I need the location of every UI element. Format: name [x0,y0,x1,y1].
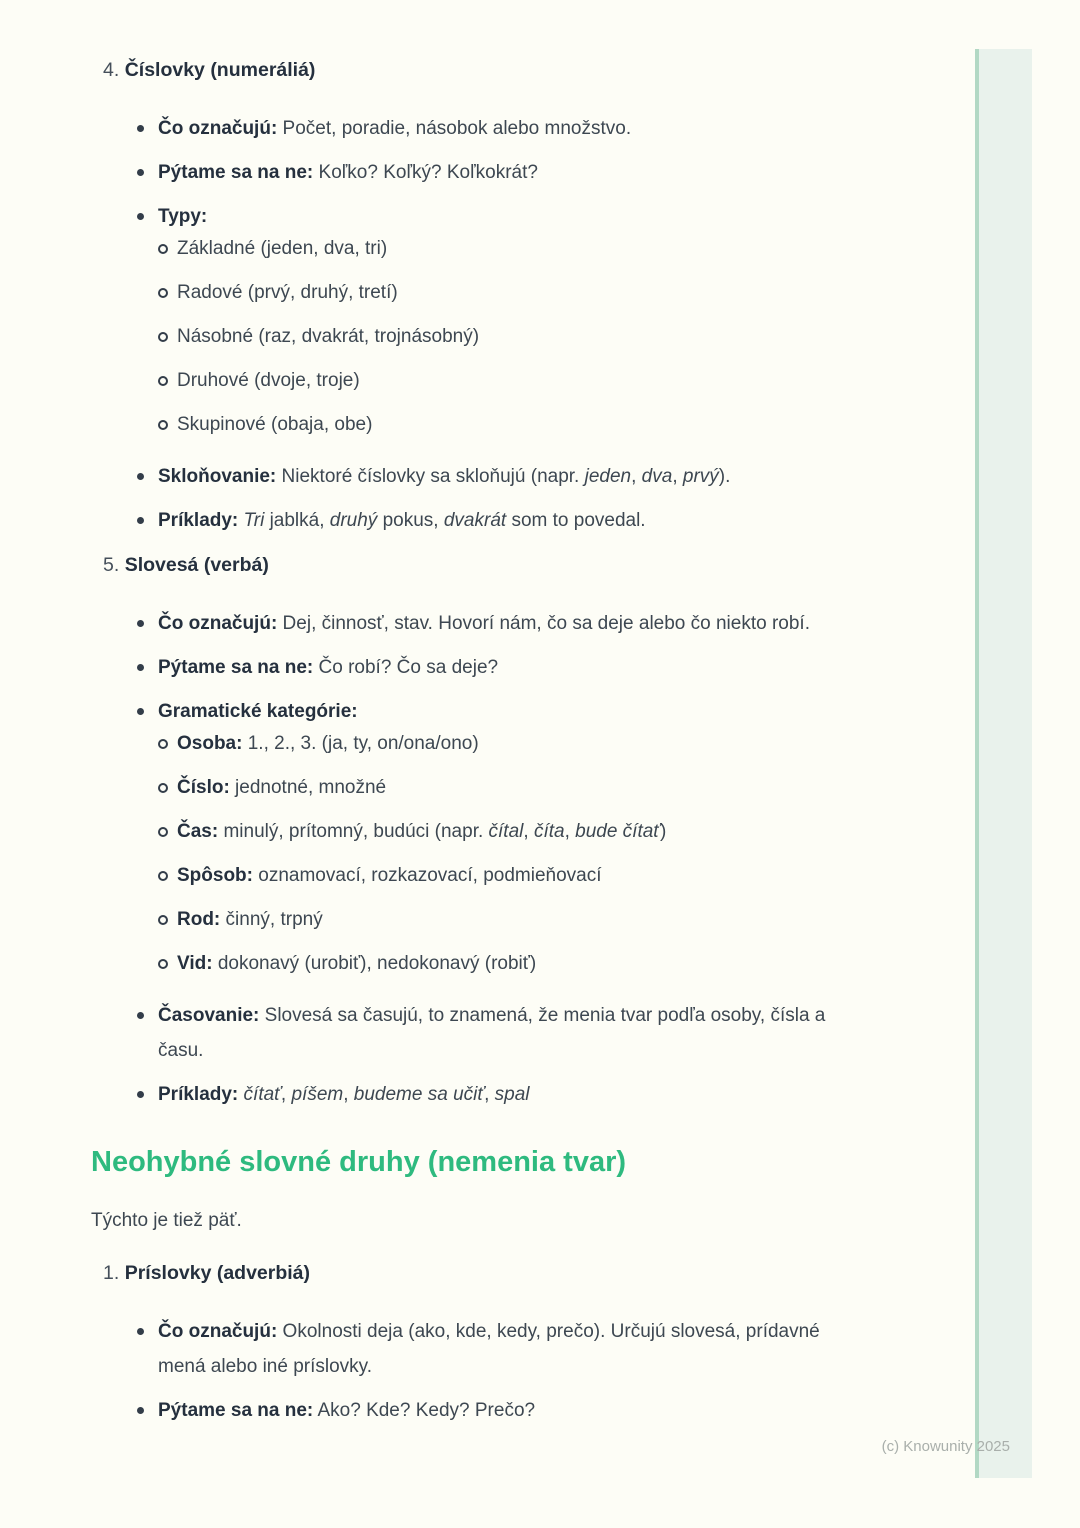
bullet-item [158,1393,838,1428]
text-segment: píšem [291,1084,344,1105]
text-segment: Radové (prvý, druhý, tretí) [177,282,398,303]
text-segment: Neohybné slovné druhy (nemenia tvar) [91,1146,627,1178]
text-segment: Typy: [158,206,208,227]
bullet-item [158,1314,838,1384]
list-number: 5. [103,554,125,576]
bullet-item [158,1077,838,1112]
text-segment: budeme sa učiť [353,1084,485,1105]
bullet-item [158,199,838,234]
text-segment: Slovesá sa časujú, to znamená, že menia tvar podľa osoby, čísla a času. [158,1005,826,1061]
text-segment: Dej, činnosť, stav. Hovorí nám, čo sa deje alebo čo niekto robí. [277,613,810,634]
text-segment: Týchto je tiež päť. [91,1210,242,1231]
list-number: 4. [103,59,125,81]
text-segment: minulý, prítomný, budúci (napr. [218,821,489,842]
text-segment: , [564,821,576,842]
text-segment: čítal [488,821,524,842]
text-segment: jeden [584,466,632,487]
text-segment: Čo označujú: [158,118,278,139]
text-segment: Rod: [177,909,221,930]
text-segment: Čo označujú: [158,1321,278,1342]
text-segment: Osoba: [177,733,243,754]
sub-bullet-item [177,726,837,761]
text-segment: Príslovky (adverbiá) [124,1262,311,1284]
text-segment: Druhové (dvoje, troje) [177,370,360,391]
bullet-item [158,111,838,146]
sub-bullet-item [177,275,837,310]
text-segment: pokus, [377,510,444,531]
text-segment: ). [718,466,731,487]
text-segment: Tri [243,510,265,531]
text-segment: 1., 2., 3. (ja, ty, on/ona/ono) [242,733,479,754]
sub-bullet-item [177,319,837,354]
text-segment: , [523,821,534,842]
text-segment: číta [533,821,565,842]
paragraph [91,1203,851,1238]
text-segment: som to povedal. [506,510,646,531]
text-segment: , [484,1084,495,1105]
notes-content [91,0,851,1437]
text-segment: jablká, [264,510,330,531]
text-segment: Okolnosti deja (ako, kde, kedy, prečo). Určujú slovesá, prídavné mená alebo iné príslovky. [158,1321,820,1377]
bullet-item [158,998,838,1068]
text-segment: dvakrát [443,510,507,531]
text-segment: Čo robí? Čo sa deje? [313,657,499,678]
text-segment: Čo označujú: [158,613,278,634]
text-segment: Vid: [177,953,213,974]
text-segment: druhý [329,510,378,531]
text-segment: jednotné, množné [229,777,387,798]
text-segment: Skloňovanie: [158,466,277,487]
sub-bullet-item [177,946,837,981]
text-segment: Čas: [177,821,219,842]
list-number: 1. [103,1262,125,1284]
text-segment: Pýtame sa na ne: [158,657,314,678]
text-segment: Základné (jeden, dva, tri) [177,238,388,259]
text-segment: Číslovky (numeráliá) [124,59,316,81]
watermark: (c) Knowunity 2025 [881,1438,1010,1455]
text-segment: ) [660,821,667,842]
sub-bullet-item [177,858,837,893]
text-segment: Koľko? Koľký? Koľkokrát? [313,162,538,183]
text-segment: , [343,1084,354,1105]
bullet-item [158,503,838,538]
text-segment: Pýtame sa na ne: [158,162,314,183]
sub-bullet-item [177,363,837,398]
text-segment: Gramatické kategórie: [158,701,358,722]
text-segment: Príklady: [158,510,239,531]
text-segment: Časovanie: [158,1005,260,1026]
text-segment: Spôsob: [177,865,253,886]
text-segment: oznamovací, rozkazovací, podmieňovací [253,865,602,886]
highlight-strip [975,49,1032,1478]
text-segment: činný, trpný [220,909,323,930]
text-segment: , [631,466,642,487]
sub-bullet-item [177,902,837,937]
numbered-section-heading [103,552,851,578]
text-segment: Číslo: [177,777,230,798]
sub-bullet-item [177,407,837,442]
numbered-section-heading [103,57,851,83]
text-segment: Ako? Kde? Kedy? Prečo? [313,1400,536,1421]
text-segment: dva [641,466,673,487]
text-segment: dokonavý (urobiť), nedokonavý (robiť) [212,953,537,974]
text-segment: bude čítať [575,821,661,842]
text-segment: čítať [243,1084,281,1105]
text-segment: prvý [682,466,719,487]
bullet-item [158,155,838,190]
text-segment: Násobné (raz, dvakrát, trojnásobný) [177,326,480,347]
section-title [91,1143,851,1181]
text-segment: Počet, poradie, násobok alebo množstvo. [277,118,632,139]
bullet-item [158,459,838,494]
text-segment: Pýtame sa na ne: [158,1400,314,1421]
text-segment: spal [494,1084,530,1105]
text-segment: Niektoré číslovky sa skloňujú (napr. [276,466,585,487]
text-segment: Príklady: [158,1084,239,1105]
sub-bullet-item [177,231,837,266]
sub-bullet-item [177,770,837,805]
text-segment: , [280,1084,292,1105]
numbered-section-heading [103,1260,851,1286]
text-segment: Skupinové (obaja, obe) [177,414,373,435]
bullet-item [158,650,838,685]
bullet-item [158,606,838,641]
text-segment: , [672,466,683,487]
text-segment: Slovesá (verbá) [124,554,269,576]
sub-bullet-item [177,814,837,849]
bullet-item [158,694,838,729]
